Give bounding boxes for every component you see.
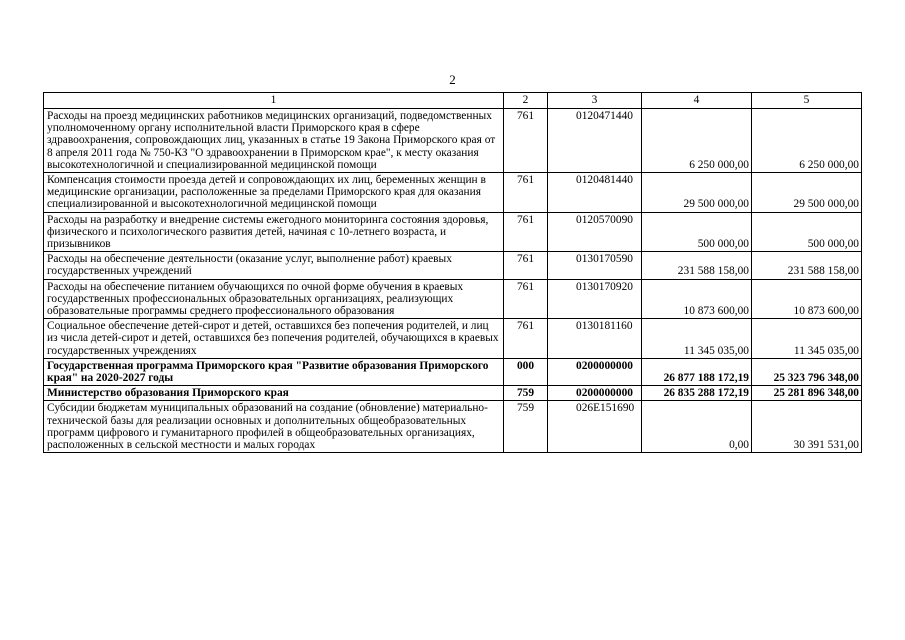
row-name: Компенсация стоимости проезда детей и сопровождающих их лиц, беременных женщин в медицинские организации, расположенные за пределами Приморского края для оказания специализированной и высокотехнологичной медицинской помощи [44, 173, 504, 213]
row-amount-1: 29 500 000,00 [642, 173, 752, 213]
table-row [44, 173, 862, 213]
row-dept-code: 761 [504, 252, 548, 279]
table-row-ministry-total [44, 386, 862, 401]
row-name: Министерство образования Приморского края [44, 386, 504, 401]
row-dept-code: 000 [504, 358, 548, 385]
row-amount-2: 29 500 000,00 [752, 173, 862, 213]
table-row-program-total [44, 358, 862, 385]
row-target-code: 026E151690 [548, 401, 642, 453]
row-amount-2: 6 250 000,00 [752, 109, 862, 173]
row-dept-code: 761 [504, 212, 548, 252]
row-amount-2: 11 345 035,00 [752, 319, 862, 359]
page-number: 2 [449, 72, 456, 87]
row-dept-code: 761 [504, 319, 548, 359]
row-amount-1: 11 345 035,00 [642, 319, 752, 359]
row-dept-code: 759 [504, 401, 548, 453]
row-dept-code: 759 [504, 386, 548, 401]
header-col-3: 3 [548, 93, 642, 109]
row-name: Расходы на обеспечение питанием обучающихся по очной форме обучения в краевых государственных профессиональных образовательных организациях, реализующих образовательные программы среднего профессионального образования [44, 279, 504, 319]
header-col-4: 4 [642, 93, 752, 109]
row-amount-1: 231 588 158,00 [642, 252, 752, 279]
row-dept-code: 761 [504, 109, 548, 173]
row-amount-1: 26 877 188 172,19 [642, 358, 752, 385]
budget-table [43, 92, 862, 453]
table-row [44, 279, 862, 319]
header-col-1: 1 [44, 93, 504, 109]
row-amount-2: 500 000,00 [752, 212, 862, 252]
header-col-2: 2 [504, 93, 548, 109]
row-target-code: 0130181160 [548, 319, 642, 359]
row-name: Социальное обеспечение детей-сирот и детей, оставшихся без попечения родителей, и лиц из числа детей-сирот и детей, оставшихся без попечения родителей, обучающихся в краевых государственных учреждениях [44, 319, 504, 359]
row-target-code: 0200000000 [548, 358, 642, 385]
table-row [44, 212, 862, 252]
row-name: Расходы на проезд медицинских работников медицинских организаций, подведомственных уполномоченному органу исполнительной власти Приморского края в сфере здравоохранения, сопровождающих лиц, указанных в статье 19 Закона Приморского края от 8 апреля 2011 года № 750-КЗ "О здравоохранении в Приморском крае", к месту оказания высокотехнологичной и специализированной медицинской помощи [44, 109, 504, 173]
header-col-5: 5 [752, 93, 862, 109]
table-row [44, 252, 862, 279]
row-target-code: 0130170590 [548, 252, 642, 279]
row-target-code: 0120481440 [548, 173, 642, 213]
row-amount-1: 6 250 000,00 [642, 109, 752, 173]
row-dept-code: 761 [504, 279, 548, 319]
table-row [44, 319, 862, 359]
row-name: Расходы на обеспечение деятельности (оказание услуг, выполнение работ) краевых государственных учреждений [44, 252, 504, 279]
row-amount-2: 30 391 531,00 [752, 401, 862, 453]
row-name: Государственная программа Приморского края "Развитие образования Приморского края" на 2020-2027 годы [44, 358, 504, 385]
row-target-code: 0200000000 [548, 386, 642, 401]
table-row [44, 401, 862, 453]
row-target-code: 0130170920 [548, 279, 642, 319]
row-target-code: 0120471440 [548, 109, 642, 173]
row-amount-2: 10 873 600,00 [752, 279, 862, 319]
table-header-row [44, 93, 862, 109]
row-target-code: 0120570090 [548, 212, 642, 252]
row-dept-code: 761 [504, 173, 548, 213]
row-amount-2: 25 281 896 348,00 [752, 386, 862, 401]
row-name: Субсидии бюджетам муниципальных образований на создание (обновление) материально-технической базы для реализации основных и дополнительных общеобразовательных программ цифрового и гуманитарного профилей в общеобразовательных организациях, расположенных в сельской местности и малых городах [44, 401, 504, 453]
row-name: Расходы на разработку и внедрение системы ежегодного мониторинга состояния здоровья, физического и психологического развития детей, начиная с 10-летнего возраста, и призывников [44, 212, 504, 252]
row-amount-2: 231 588 158,00 [752, 252, 862, 279]
row-amount-1: 26 835 288 172,19 [642, 386, 752, 401]
row-amount-1: 10 873 600,00 [642, 279, 752, 319]
row-amount-1: 500 000,00 [642, 212, 752, 252]
table-row [44, 109, 862, 173]
row-amount-1: 0,00 [642, 401, 752, 453]
row-amount-2: 25 323 796 348,00 [752, 358, 862, 385]
